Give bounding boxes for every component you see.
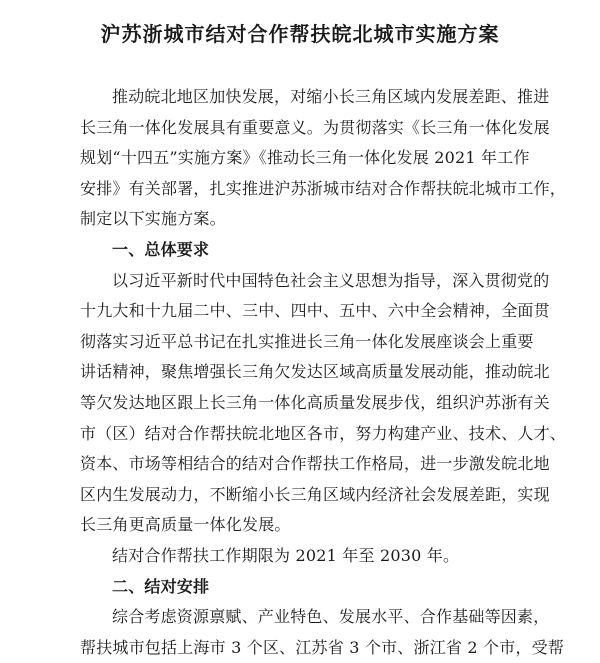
text-line: 资本、市场等相结合的结对合作帮扶工作格局，进一步激发皖北地 — [80, 454, 550, 474]
text-line: 安排》有关部署，扎实推进沪苏浙城市结对合作帮扶皖北城市工作， — [80, 178, 567, 198]
text-line: 制定以下实施方案。 — [80, 209, 226, 229]
text-line: 规划“十四五”实施方案》《推动长三角一体化发展 2021 年工作 — [80, 148, 530, 168]
text-line: 长三角一体化发展具有重要意义。为贯彻落实《长三角一体化发展 — [80, 117, 550, 137]
text-line: 长三角更高质量一体化发展。 — [80, 515, 291, 535]
section-heading-2: 二、结对安排 — [112, 576, 210, 596]
text-line: 帮扶城市包括上海市 3 个区、江苏省 3 个市、浙江省 2 个市，受帮 — [80, 637, 565, 657]
section-heading-1: 一、总体要求 — [112, 239, 210, 259]
text-line: 十九大和十九届二中、三中、四中、五中、六中全会精神，全面贯 — [80, 301, 550, 321]
text-line: 以习近平新时代中国特色社会主义思想为指导，深入贯彻党的 — [112, 270, 550, 290]
text-line: 区内生发展动力，不断缩小长三角区域内经济社会发展差距，实现 — [80, 484, 550, 504]
text-line: 市（区）结对合作帮扶皖北地区各市，努力构建产业、技术、人才、 — [80, 423, 567, 443]
document-body — [80, 82, 567, 663]
text-line: 推动皖北地区加快发展，对缩小长三角区域内发展差距、推进 — [112, 87, 550, 106]
text-line: 等欠发达地区跟上长三角一体化高质量发展步伐，组织沪苏浙有关 — [80, 392, 550, 412]
section2-paragraph — [80, 602, 565, 663]
document-title: 沪苏浙城市结对合作帮扶皖北城市实施方案 — [100, 22, 500, 46]
text-line: 讲话精神，聚焦增强长三角欠发达区域高质量发展动能，推动皖北 — [80, 362, 550, 382]
intro-paragraph — [80, 82, 567, 235]
section1-paragraph — [80, 266, 567, 541]
period-paragraph: 结对合作帮扶工作期限为 2021 年至 2030 年。 — [112, 545, 460, 565]
text-line: 彻落实习近平总书记在扎实推进长三角一体化发展座谈会上重要 — [80, 331, 534, 351]
text-line: 综合考虑资源禀赋、产业特色、发展水平、合作基础等因素， — [112, 607, 550, 627]
